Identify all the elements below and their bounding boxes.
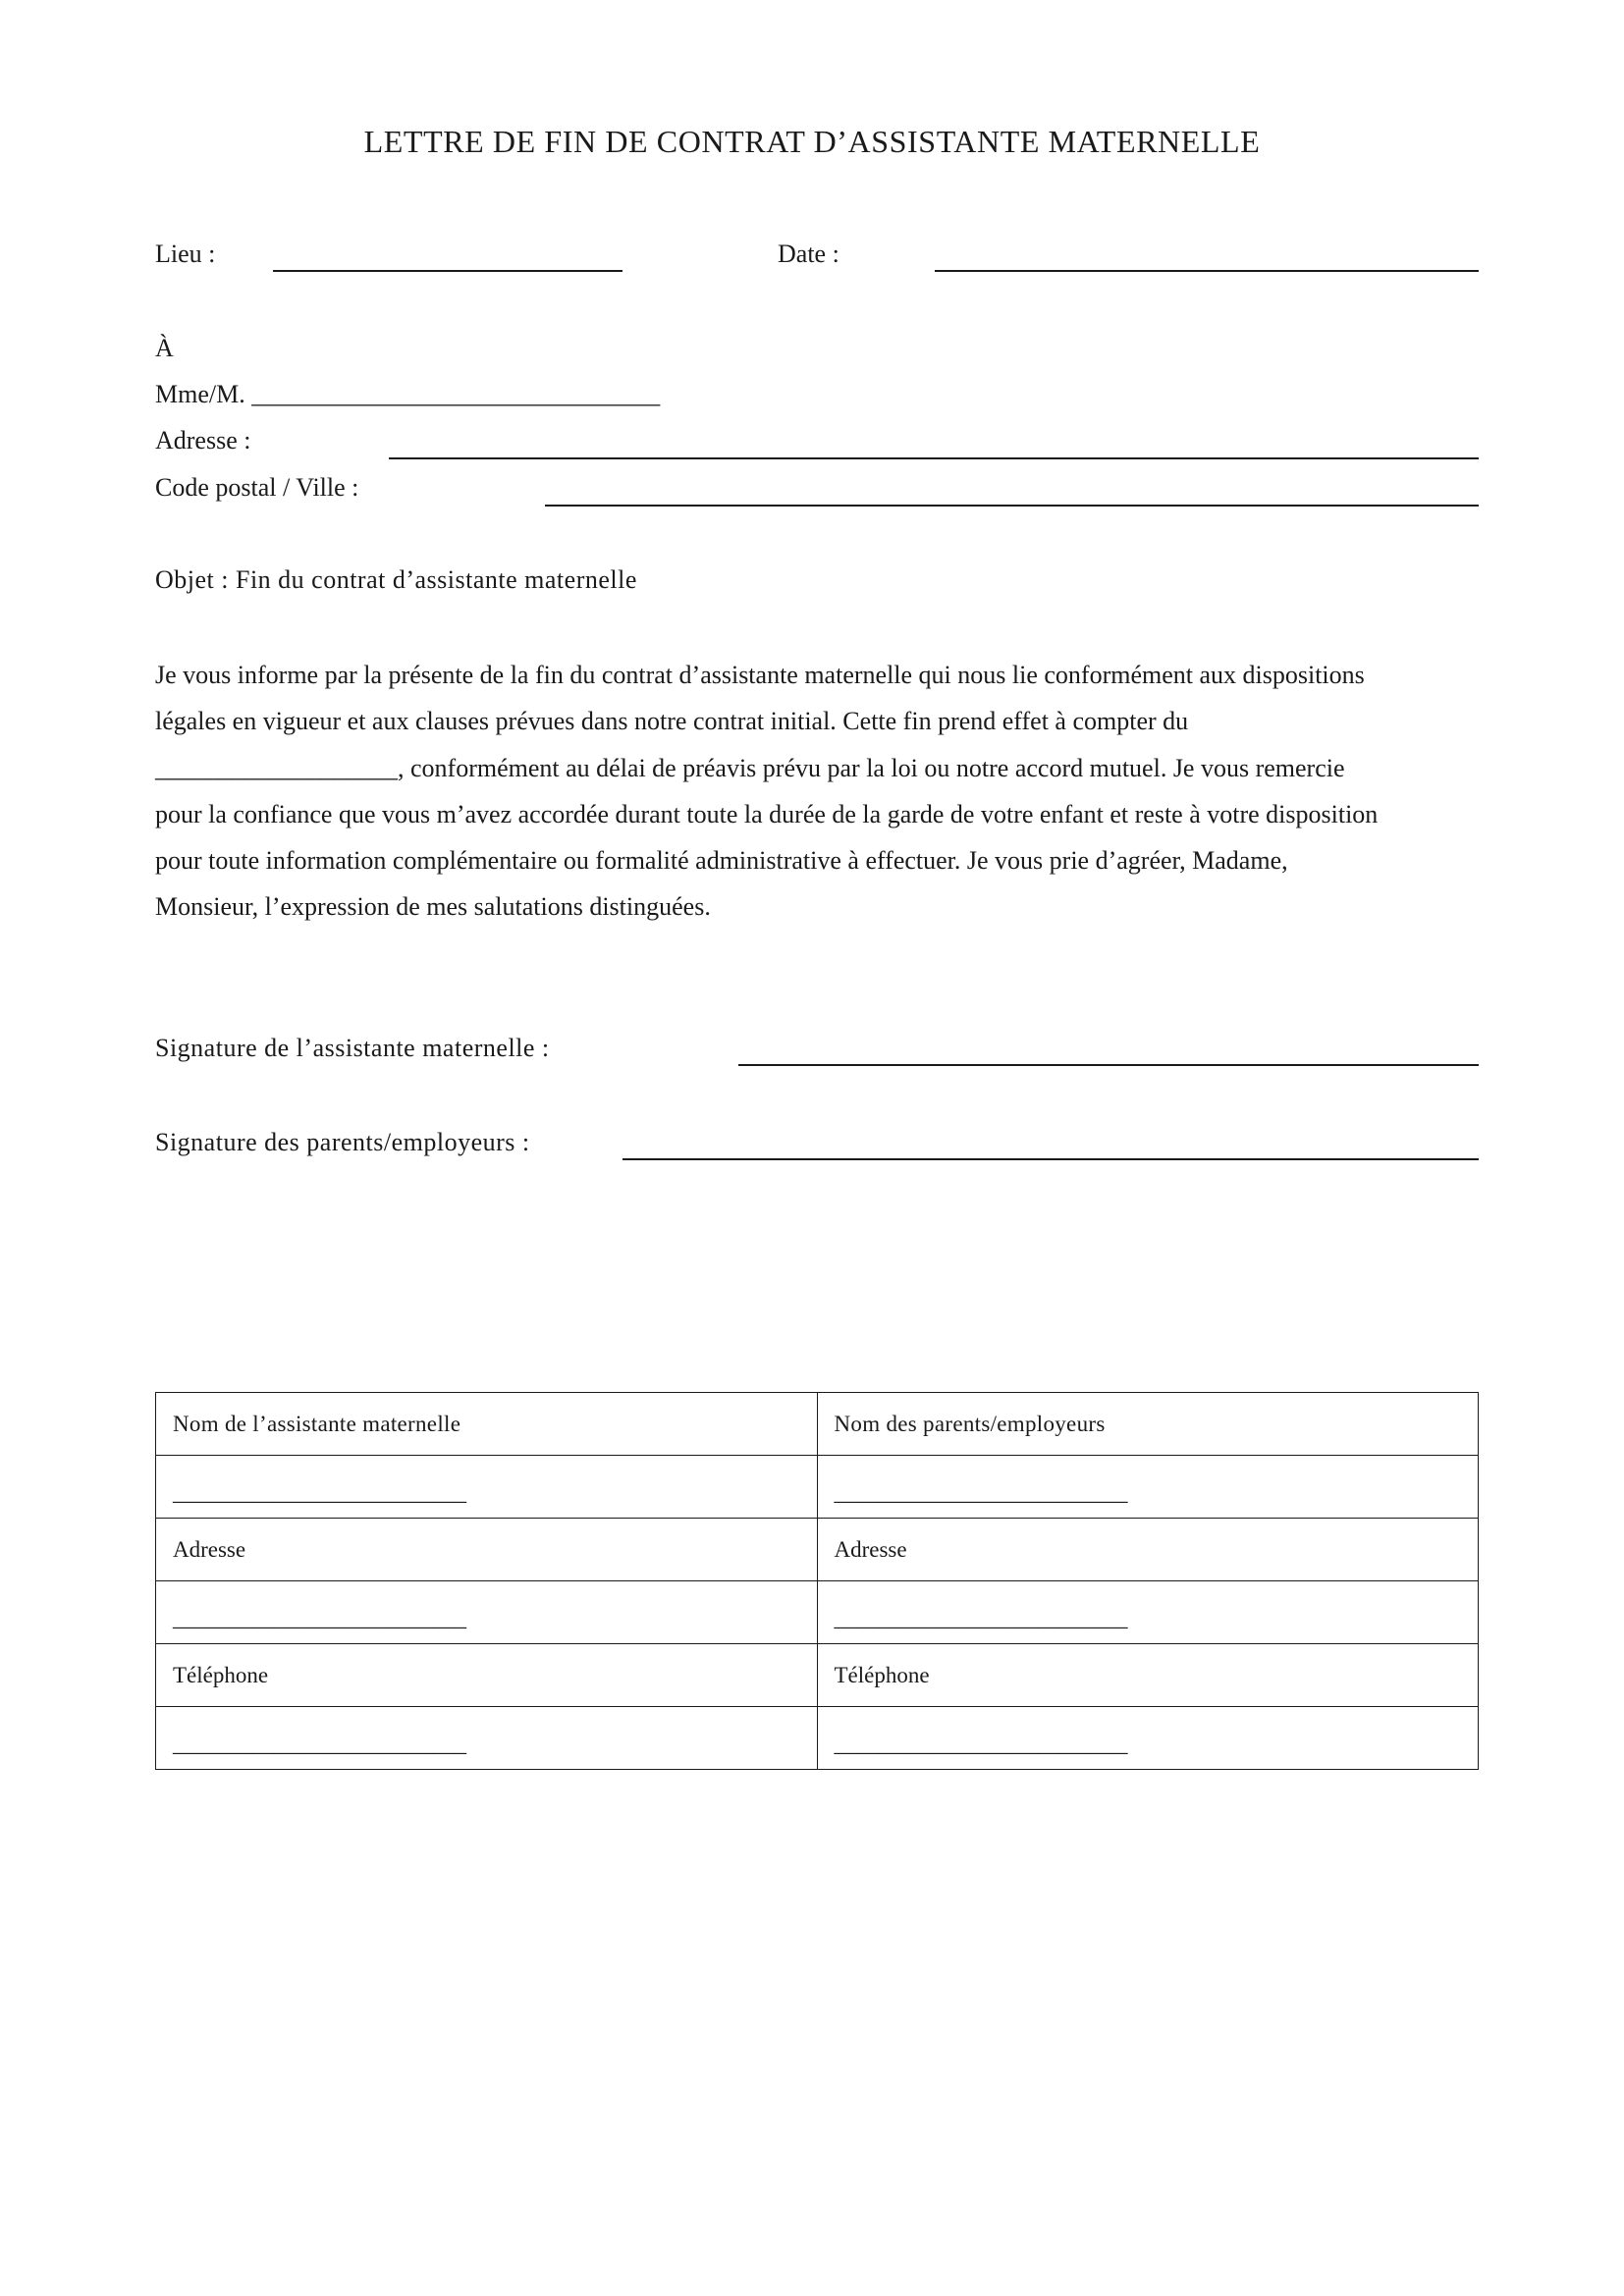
table-row [156, 1519, 1479, 1581]
parents-address-field[interactable]: __________________________ [817, 1581, 1479, 1644]
recipient-name-label: Mme/M. ________________________________ [155, 380, 661, 408]
recipient-address-label: Adresse : [155, 426, 251, 454]
body-line: légales en vigueur et aux clauses prévues dans notre contrat initial. Cette fin prend effet à compter du [155, 707, 1189, 736]
subject-line: Objet : Fin du contrat d’assistante maternelle [155, 565, 637, 594]
parents-address-header: Adresse [817, 1519, 1479, 1581]
document-title: LETTRE DE FIN DE CONTRAT D’ASSISTANTE MATERNELLE [363, 124, 1261, 159]
date-label: Date : [778, 240, 839, 268]
parents-name-header: Nom des parents/employeurs [817, 1393, 1479, 1456]
contact-info-table [155, 1392, 1479, 1770]
recipient-address-line[interactable] [389, 457, 1479, 459]
assistant-phone-header: Téléphone [156, 1644, 818, 1707]
parents-signature-line[interactable] [623, 1158, 1479, 1160]
table-row [156, 1581, 1479, 1644]
assistant-phone-field[interactable]: __________________________ [156, 1707, 818, 1770]
date-field-line[interactable] [935, 270, 1479, 272]
lieu-field-line[interactable] [273, 270, 623, 272]
recipient-city-label: Code postal / Ville : [155, 473, 359, 502]
table-row [156, 1707, 1479, 1770]
recipient-to-label: À [155, 334, 174, 362]
lieu-label: Lieu : [155, 240, 216, 268]
body-line: ___________________, conformément au délai de préavis prévu par la loi ou notre accord mutuel. Je vous remercie [155, 753, 1345, 782]
parents-signature-label: Signature des parents/employeurs : [155, 1128, 530, 1156]
table-row [156, 1393, 1479, 1456]
body-line: Monsieur, l’expression de mes salutations distinguées. [155, 892, 711, 922]
parents-phone-field[interactable]: __________________________ [817, 1707, 1479, 1770]
table-row [156, 1644, 1479, 1707]
parents-phone-header: Téléphone [817, 1644, 1479, 1707]
parents-name-field[interactable]: __________________________ [817, 1456, 1479, 1519]
body-line: pour toute information complémentaire ou formalité administrative à effectuer. Je vous prie d’agréer, Madame, [155, 846, 1288, 876]
assistant-signature-line[interactable] [738, 1064, 1479, 1066]
letter-body [155, 652, 1481, 931]
assistant-address-field[interactable]: __________________________ [156, 1581, 818, 1644]
body-line: Je vous informe par la présente de la fin du contrat d’assistante maternelle qui nous lie conformément aux dispositions [155, 661, 1365, 689]
assistant-name-header: Nom de l’assistante maternelle [156, 1393, 818, 1456]
body-line: pour la confiance que vous m’avez accordée durant toute la durée de la garde de votre enfant et reste à votre disposition [155, 799, 1379, 828]
assistant-signature-label: Signature de l’assistante maternelle : [155, 1034, 550, 1062]
table-row [156, 1456, 1479, 1519]
recipient-city-line[interactable] [545, 505, 1479, 507]
assistant-address-header: Adresse [156, 1519, 818, 1581]
assistant-name-field[interactable]: __________________________ [156, 1456, 818, 1519]
